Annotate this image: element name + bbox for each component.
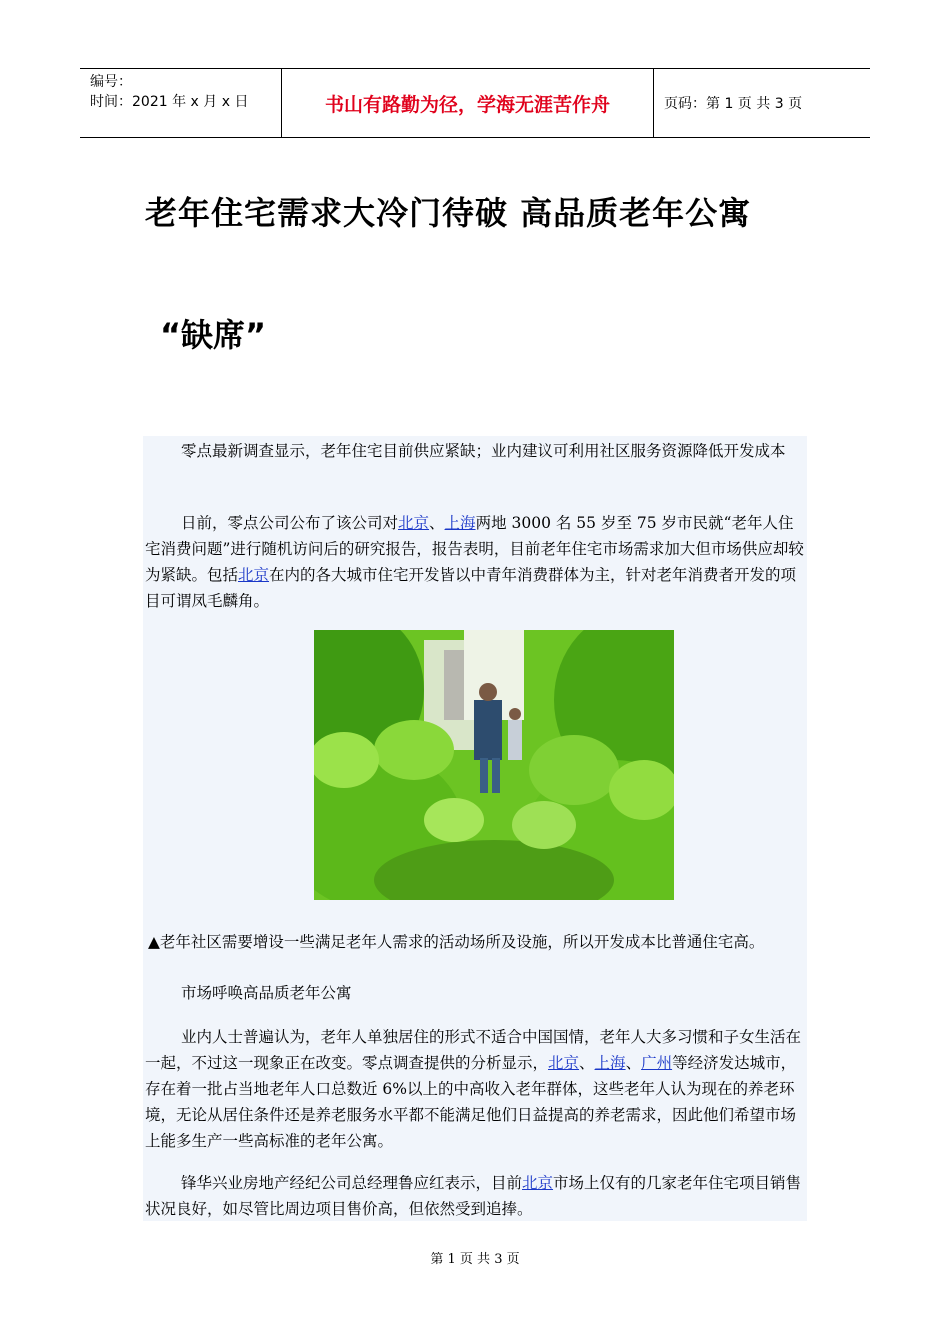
header-motto: 书山有路勤为径，学海无涯苦作舟 xyxy=(281,69,654,137)
page-title-line2: “缺席” xyxy=(160,316,267,354)
text-span: 日前，零点公司公布了该公司对 xyxy=(181,514,399,532)
text-span: 、 xyxy=(579,1054,595,1072)
link-beijing[interactable]: 北京 xyxy=(238,566,270,584)
paragraph-quote xyxy=(145,1170,807,1222)
paragraph-report xyxy=(145,510,807,614)
link-shanghai[interactable]: 上海 xyxy=(594,1054,626,1072)
link-guangzhou[interactable]: 广州 xyxy=(641,1054,673,1072)
paragraph-analysis xyxy=(145,1024,807,1154)
header-meta xyxy=(80,69,281,137)
number-label: 编号： xyxy=(90,74,132,90)
link-beijing[interactable]: 北京 xyxy=(398,514,430,532)
text-span: 在内的各大城市住宅开发皆以中青年消费群体为主，针对老年消费者开发的项目可谓凤毛麟角。 xyxy=(145,566,797,610)
text-span: 业内人士普遍认为，老年人单独居住的形式不适合中国国情，老年人大多习惯和子女生活在一起，不过这一现象正在改变。零点调查提供的分析显示， xyxy=(145,1028,802,1072)
page-title-line1: 老年住宅需求大冷门待破 高品质老年公寓 xyxy=(145,194,752,232)
text-span: 、 xyxy=(429,514,445,532)
date-label: 时间：2021 年 x 月 x 日 xyxy=(90,94,249,110)
link-shanghai[interactable]: 上海 xyxy=(444,514,476,532)
subheading: 市场呼唤高品质老年公寓 xyxy=(181,984,352,1002)
link-beijing[interactable]: 北京 xyxy=(548,1054,580,1072)
header-table xyxy=(80,68,870,138)
link-beijing[interactable]: 北京 xyxy=(522,1174,554,1192)
text-span: 、 xyxy=(625,1054,642,1072)
text-span: 等经济发达城市，存在着一批占当地老年人口总数近 6%以上的中高收入老年群体，这些老年人认为现在的养老环境，无论从居住条件还是养老服务水平都不能满足他们日益提高的养老需求，因此他们希望市场上能多生产一些高标准的老年公寓。 xyxy=(145,1054,797,1150)
photo-caption: ▲老年社区需要增设一些满足老年人需求的活动场所及设施，所以开发成本比普通住宅高。 xyxy=(148,933,765,951)
text-span: 市场上仅有的几家老年住宅项目销售状况良好，如尽管比周边项目售价高，但依然受到追捧。 xyxy=(145,1174,802,1218)
paragraph-intro: 零点最新调查显示，老年住宅目前供应紧缺；业内建议可利用社区服务资源降低开发成本 xyxy=(181,442,786,460)
header-page-label: 页码：第 1 页 共 3 页 xyxy=(664,96,803,112)
text-span: 锋华兴业房地产经纪公司总经理鲁应红表示，目前 xyxy=(181,1174,523,1192)
garden-photo xyxy=(314,630,674,900)
page-footer: 第 1 页 共 3 页 xyxy=(430,1252,520,1267)
text-span: 两地 3000 名 55 岁至 75 岁市民就“老年人住宅消费问题”进行随机访问后的研究报告，报告表明，目前老年住宅市场需求加大但市场供应却较为紧缺。包括 xyxy=(145,514,804,584)
